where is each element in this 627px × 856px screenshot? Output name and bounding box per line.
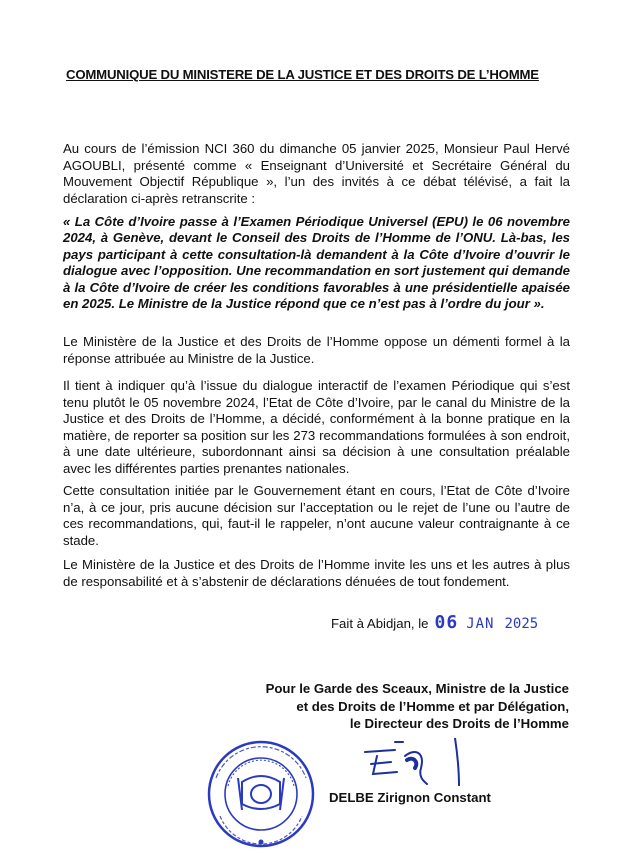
signatory-line: le Directeur des Droits de l’Homme [349, 716, 569, 732]
date-line [331, 612, 538, 633]
quoted-declaration: « La Côte d’Ivoire passe à l’Examen Périodique Universel (EPU) le 06 novembre 2024, à Genève, devant le Conseil des Droits de l’Homme de l’ONU. Là-bas, les pays participant à cette consultation-là demandent à la Côte d’Ivoire d’ouvrir le dialogue avec l’opposition. Une recommandation en sort justement qui demande à la Côte d’Ivoire de créer les conditions favorables à une présidentielle apaisée en 2025. Le Ministre de la Justice répond que ce n’est pas à l’ordre du jour ». [63, 214, 570, 312]
date-stamp-year: 2025 [504, 616, 539, 632]
paragraph-clarification: Il tient à indiquer qu’à l’issue du dialogue interactif de l’examen Périodique qui s’est tenu plutôt le 05 novembre 2024, l’Etat de Côte d’Ivoire, par le canal du Ministre de la Justice et des Droits de l’Homme, a décidé, conformément à la bonne pratique en la matière, de reporter sa position sur les 273 recommandations formulées à son endroit, à une date ultérieure, subordonnant ainsi sa décision à une consultation préalable avec les différentes parties prenantes nationales. [63, 378, 570, 476]
signatory-name: DELBE Zirignon Constant [329, 790, 491, 805]
official-seal [196, 738, 326, 850]
handwritten-signature [355, 738, 475, 786]
paragraph-intro: Au cours de l’émission NCI 360 du dimanche 05 janvier 2025, Monsieur Paul Hervé AGOUBLI, présenté comme « Enseignant d’Université et Secrétaire Général du Mouvement Objectif République », l’un des invités à ce débat télévisé, a fait la déclaration ci-après retranscrite : [63, 141, 570, 206]
signatory-line: Pour le Garde des Sceaux, Ministre de la Justice [265, 681, 569, 696]
document-title: COMMUNIQUE DU MINISTERE DE LA JUSTICE ET DES DROITS DE L’HOMME [66, 67, 539, 82]
signatory-block [266, 680, 569, 733]
date-stamp [435, 612, 539, 633]
place-line: Fait à Abidjan, le [331, 616, 429, 631]
date-stamp-month: JAN [466, 616, 495, 632]
signatory-line: et des Droits de l’Homme et par Délégation, [296, 698, 569, 714]
paragraph-consultation: Cette consultation initiée par le Gouvernement étant en cours, l’Etat de Côte d’Ivoire n’a, à ce jour, pris aucune décision sur l’acceptation ou le rejet de l’une ou l’autre de ces recommandations, qui, faut-il le rappeler, n’ont aucune valeur contraignante à ce stade. [63, 483, 570, 548]
paragraph-invitation: Le Ministère de la Justice et des Droits de l’Homme invite les uns et les autres à plus de responsabilité et à s’abstenir de déclarations dénuées de tout fondement. [63, 557, 570, 589]
date-stamp-day: 06 [434, 612, 459, 633]
paragraph-denial: Le Ministère de la Justice et des Droits de l’Homme oppose un démenti formel à la réponse attribuée au Ministre de la Justice. [63, 334, 570, 366]
